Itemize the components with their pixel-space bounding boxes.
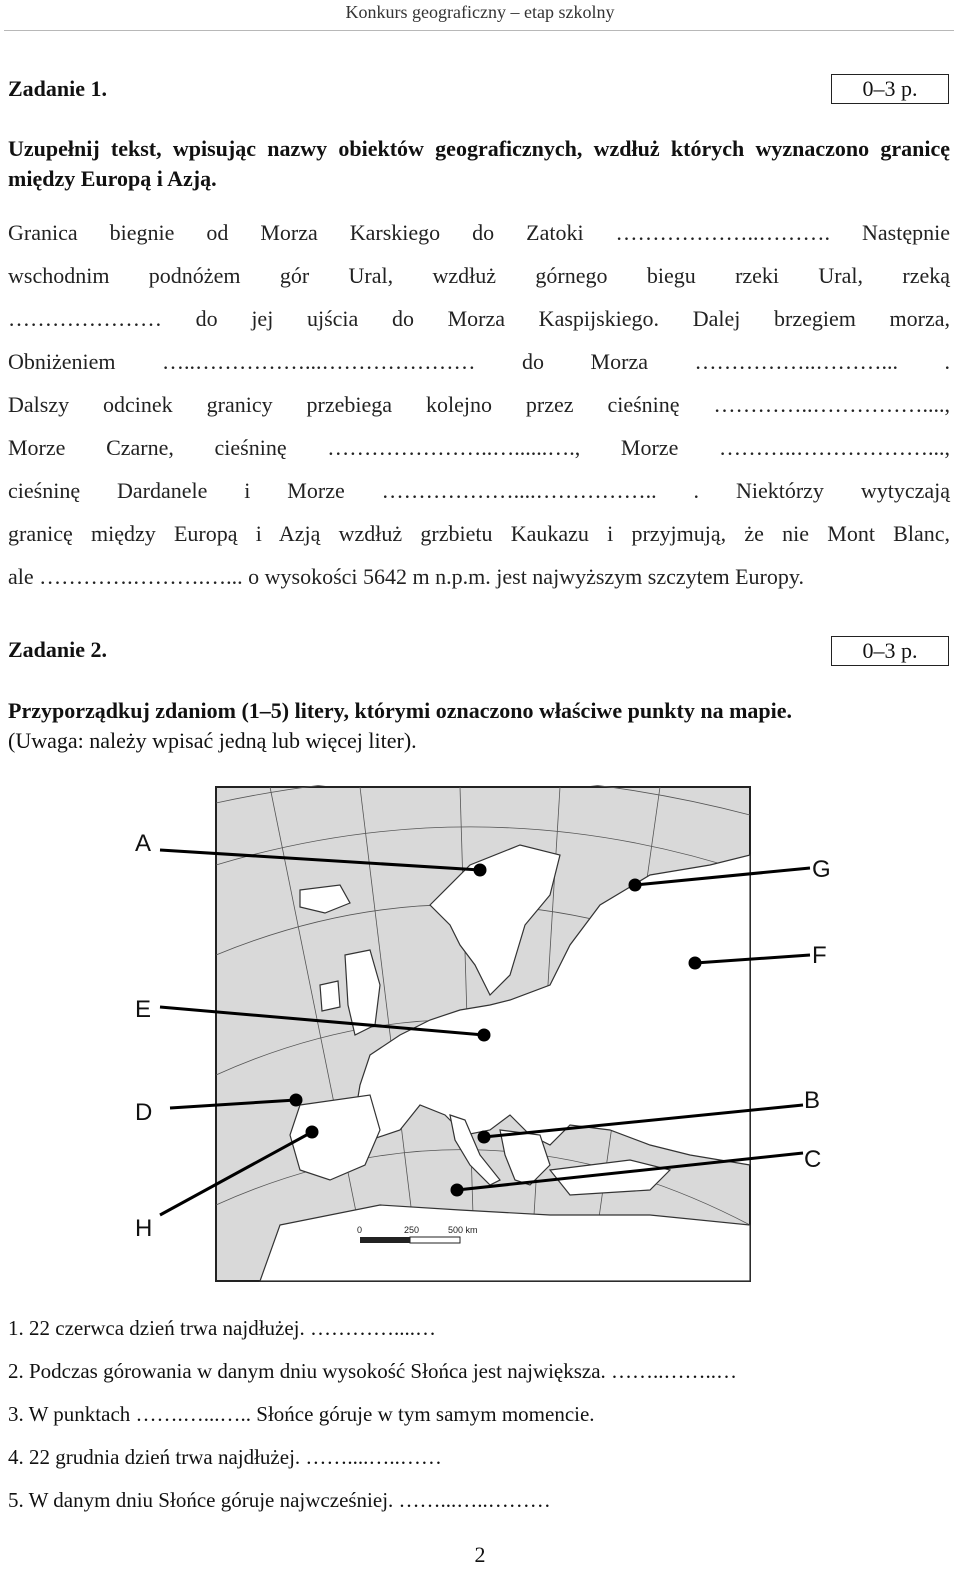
item-2[interactable]: 2. Podczas górowania w danym dniu wysokość Słońca jest największa. ……..……..… [8, 1359, 738, 1383]
gap-line-5: Dalszy odcinek granicy przebiega kolejno przez cieśninę …………..……………...., [8, 392, 950, 417]
task2-instruction-main: Przyporządkuj zdaniom (1–5) litery, którymi oznaczono właściwe punkty na mapie. [8, 698, 793, 723]
task2-points-box: 0–3 p. [831, 636, 949, 666]
scale-label: 500 km [448, 1225, 478, 1235]
task2-title: Zadanie 2. [8, 637, 108, 662]
gap-line-3: ………………… do jej ujścia do Morza Kaspijskiego. Dalej brzegiem morza, [8, 306, 950, 331]
point-C [452, 1185, 462, 1195]
scale-mid: 250 [404, 1225, 420, 1235]
task1-points-box: 0–3 p. [831, 74, 949, 104]
point-B [479, 1132, 489, 1142]
page-header: Konkurs geograficzny – etap szkolny [345, 2, 615, 22]
gap-line-7: cieśninę Dardanele i Morze ………………....…………….. . Niektórzy wytyczają [8, 478, 950, 503]
label-C: C [804, 1146, 822, 1173]
task1-instruction: Uzupełnij tekst, wpisując nazwy obiektów geograficznych, wzdłuż których wyznaczono granicę między Europą i Azją. [8, 136, 950, 191]
label-D: D [135, 1099, 153, 1126]
page-number: 2 [474, 1542, 486, 1567]
gap-line-8: granicę między Europą i Azją wzdłuż grzbietu Kaukazu i przyjmują, że nie Mont Blanc, [8, 521, 950, 546]
scale-zero: 0 [357, 1225, 363, 1235]
point-A [475, 865, 485, 875]
item-3[interactable]: 3. W punktach …….…...….. Słońce góruje w tym samym momencie. [8, 1402, 595, 1426]
gap-line-4: Obniżeniem …..……………...………………… do Morza ……………..………... . [8, 349, 950, 374]
point-G [630, 880, 640, 890]
label-H: H [135, 1215, 153, 1242]
point-D [291, 1095, 301, 1105]
point-H [307, 1127, 317, 1137]
label-F: F [812, 942, 827, 969]
item-4[interactable]: 4. 22 grudnia dzień trwa najdłużej. ……....…..…… [8, 1445, 442, 1469]
point-F [690, 958, 700, 968]
point-E [479, 1030, 489, 1040]
gap-line-9: ale ………….……….…... o wysokości 5642 m n.p.m. jest najwyższym szczytem Europy. [8, 564, 804, 589]
item-5[interactable]: 5. W danym dniu Słońce góruje najwcześniej. ……...…..……… [8, 1488, 551, 1512]
label-E: E [135, 996, 152, 1023]
task2-instruction [8, 696, 950, 756]
gap-line-2: wschodnim podnóżem gór Ural, wzdłuż górnego biegu rzeki Ural, rzeką [8, 263, 950, 288]
gap-line-1: Granica biegnie od Morza Karskiego do Zatoki ………………..………. Następnie [8, 220, 950, 245]
gap-line-6: Morze Czarne, cieśninę …………………..…......…., Morze ………..………………..., [8, 435, 950, 460]
task2-instruction-note: (Uwaga: należy wpisać jedną lub więcej liter). [8, 728, 417, 753]
label-G: G [812, 856, 831, 883]
label-B: B [804, 1087, 821, 1114]
europe-map [130, 785, 850, 1285]
label-A: A [135, 830, 152, 857]
task1-title: Zadanie 1. [8, 76, 108, 101]
item-1[interactable]: 1. 22 czerwca dzień trwa najdłużej. …………....… [8, 1316, 437, 1340]
header-divider [4, 30, 954, 31]
